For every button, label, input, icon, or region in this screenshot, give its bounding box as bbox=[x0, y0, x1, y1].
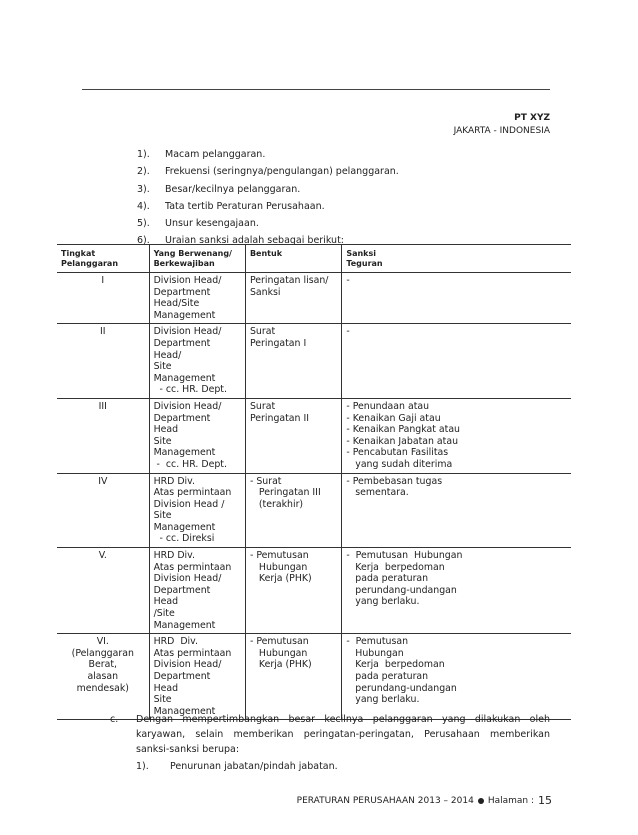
page-footer bbox=[297, 794, 552, 807]
cell-text: - Pembebasan tugas sementara. bbox=[346, 475, 443, 499]
cell-sanksi bbox=[342, 548, 571, 634]
list-text: Besar/kecilnya pelanggaran. bbox=[165, 183, 301, 195]
criteria-list bbox=[137, 146, 399, 250]
cell-bentuk bbox=[245, 398, 341, 473]
cell-text: VI. (Pelanggaran Berat, alasan mendesak) bbox=[71, 636, 134, 694]
list-number: 5). bbox=[137, 218, 150, 230]
header-rule bbox=[82, 89, 550, 90]
cell-tingkat bbox=[57, 398, 149, 473]
list-text: Macam pelanggaran. bbox=[165, 149, 266, 160]
cell-text: - Pemutusan Hubungan Kerja (PHK) bbox=[249, 636, 312, 671]
cell-text: - Pemutusan Hubungan Kerja berpedoman pada peraturan perundang-undangan yang berlaku. bbox=[346, 550, 463, 608]
column-header bbox=[149, 245, 245, 273]
table-row bbox=[57, 634, 571, 720]
cell-berwenang bbox=[149, 273, 245, 324]
cell-bentuk bbox=[245, 548, 341, 634]
cell-bentuk bbox=[245, 634, 341, 720]
table-row bbox=[57, 473, 571, 548]
list-number: 2). bbox=[137, 166, 150, 178]
cell-sanksi bbox=[342, 398, 571, 473]
table-row bbox=[57, 548, 571, 634]
paragraph-letter: c. bbox=[110, 714, 119, 725]
list-number: 3). bbox=[137, 183, 150, 195]
cell-text: IV bbox=[98, 475, 108, 487]
cell-text: Division Head/ Department Head/Site Management bbox=[153, 275, 222, 321]
cell-text: III bbox=[98, 400, 107, 412]
table-row bbox=[57, 398, 571, 473]
cell-text: Peringatan lisan/ Sanksi bbox=[249, 275, 329, 298]
cell-text: V. bbox=[98, 550, 107, 562]
table-row bbox=[57, 324, 571, 399]
cell-text: - Penundaan atau - Kenaikan Gaji atau - Kenaikan Pangkat atau - Kenaikan Jabatan atau - Pencabutan Fasilitas yang sudah diterima bbox=[346, 400, 461, 470]
cell-tingkat bbox=[57, 634, 149, 720]
list-item bbox=[137, 181, 399, 198]
bullet-icon bbox=[478, 798, 484, 804]
list-item bbox=[137, 163, 399, 180]
cell-text: HRD Div. Atas permintaan Division Head/ Department Head Site Management bbox=[153, 636, 232, 717]
list-text: Tata tertib Peraturan Perusahaan. bbox=[165, 200, 325, 212]
cell-sanksi bbox=[342, 273, 571, 324]
cell-tingkat bbox=[57, 548, 149, 634]
cell-berwenang bbox=[149, 398, 245, 473]
list-item bbox=[137, 146, 399, 163]
company-block bbox=[454, 112, 550, 138]
sub-list-item bbox=[136, 760, 550, 775]
cell-text: II bbox=[100, 326, 106, 338]
page-number: 15 bbox=[538, 794, 552, 807]
cell-tingkat bbox=[57, 324, 149, 399]
cell-text: - bbox=[346, 326, 350, 338]
cell-sanksi bbox=[342, 324, 571, 399]
cell-tingkat bbox=[57, 473, 149, 548]
cell-berwenang bbox=[149, 324, 245, 399]
cell-text: Surat Peringatan II bbox=[249, 400, 310, 424]
cell-text: HRD Div. Atas permintaan Division Head/ Department Head /Site Management bbox=[153, 550, 232, 631]
list-number: 6). bbox=[137, 235, 150, 247]
cell-berwenang bbox=[149, 548, 245, 634]
table-header-row bbox=[57, 245, 571, 273]
cell-text: - Surat Peringatan III (terakhir) bbox=[249, 475, 321, 510]
cell-text: Division Head/ Department Head/ Site Management - cc. HR. Dept. bbox=[153, 326, 227, 396]
cell-bentuk bbox=[245, 273, 341, 324]
cell-text: - bbox=[346, 275, 350, 286]
header-text: Yang Berwenang/ Berkewajiban bbox=[153, 249, 232, 268]
list-item bbox=[137, 198, 399, 215]
cell-bentuk bbox=[245, 324, 341, 399]
cell-text: - Pemutusan Hubungan Kerja (PHK) bbox=[249, 550, 312, 585]
list-number: 1). bbox=[137, 149, 150, 160]
header-text: Sanksi Teguran bbox=[346, 249, 383, 268]
list-number: 4). bbox=[137, 200, 150, 212]
paragraph-c bbox=[110, 713, 550, 775]
footer-doc-title: PERATURAN PERUSAHAAN 2013 – 2014 bbox=[296, 795, 474, 806]
cell-bentuk bbox=[245, 473, 341, 548]
list-text: Frekuensi (seringnya/pengulangan) pelanggaran. bbox=[165, 166, 399, 178]
cell-text: - Pemutusan Hubungan Kerja berpedoman pada peraturan perundang-undangan yang berlaku. bbox=[346, 636, 457, 706]
list-item bbox=[137, 215, 399, 232]
list-text: Uraian sanksi adalah sebagai berikut: bbox=[165, 235, 344, 247]
cell-text: Division Head/ Department Head Site Management - cc. HR. Dept. bbox=[153, 400, 227, 470]
company-name: PT XYZ bbox=[514, 113, 550, 123]
footer-page-label: Halaman : bbox=[487, 795, 534, 806]
sanction-table bbox=[57, 244, 571, 720]
cell-sanksi bbox=[342, 634, 571, 720]
cell-text: I bbox=[101, 275, 105, 286]
sub-list-number: 1). bbox=[136, 761, 149, 773]
cell-text: HRD Div. Atas permintaan Division Head / Site Management - cc. Direksi bbox=[153, 475, 232, 545]
paragraph-text: Dengan mempertimbangkan besar kecilnya pelanggaran yang dilakukan oleh karyawan, selain memberikan peringatan-peringatan, Perusahaan memberikan sanksi-sanksi berupa: bbox=[136, 714, 550, 755]
column-header bbox=[342, 245, 571, 273]
column-header bbox=[245, 245, 341, 273]
cell-berwenang bbox=[149, 634, 245, 720]
cell-berwenang bbox=[149, 473, 245, 548]
header-text: Tingkat Pelanggaran bbox=[61, 249, 119, 268]
company-location: JAKARTA - INDONESIA bbox=[453, 126, 550, 136]
cell-text: Surat Peringatan I bbox=[249, 326, 307, 349]
column-header bbox=[57, 245, 149, 273]
header-text: Bentuk bbox=[249, 249, 283, 258]
sub-list-text: Penurunan jabatan/pindah jabatan. bbox=[170, 761, 338, 773]
list-text: Unsur kesengajaan. bbox=[165, 218, 259, 230]
table-row bbox=[57, 273, 571, 324]
cell-tingkat bbox=[57, 273, 149, 324]
cell-sanksi bbox=[342, 473, 571, 548]
